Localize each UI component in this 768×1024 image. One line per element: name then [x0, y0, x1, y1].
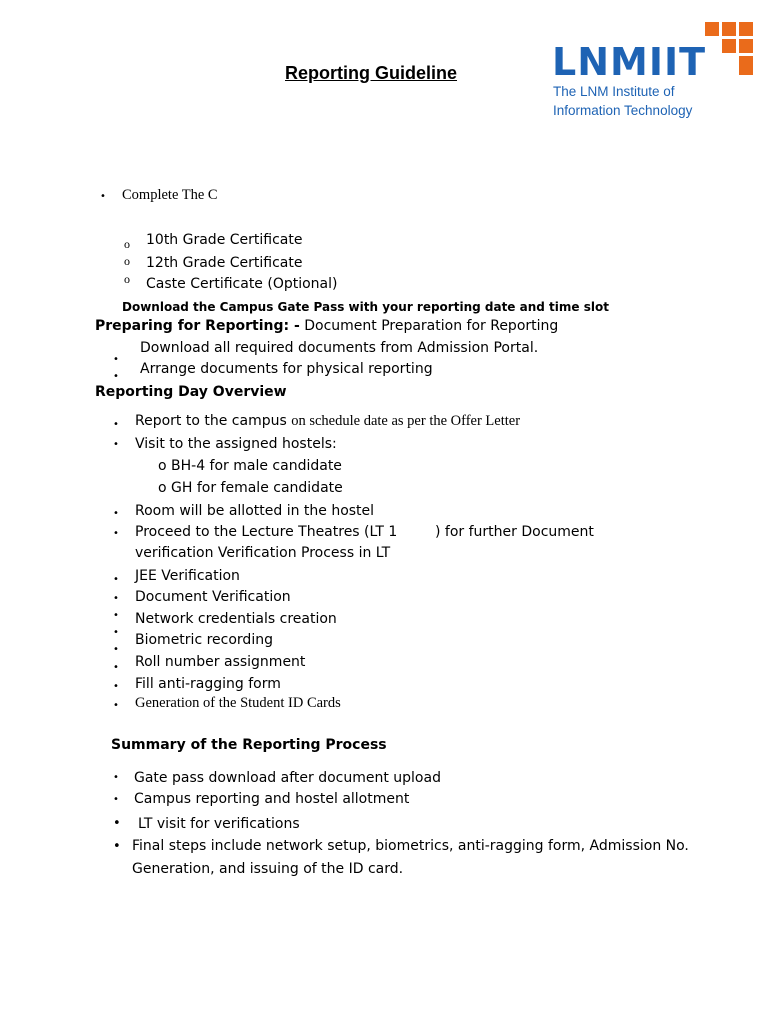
page-title: Reporting Guideline [285, 63, 458, 83]
lt-text-b: ) for further Document [435, 524, 594, 540]
circle-bullet-icon: o [124, 237, 130, 251]
list-item: Generation of the Student ID Cards [135, 695, 341, 711]
hostel-item: o GH for female candidate [158, 480, 343, 496]
gate-pass-note: Download the Campus Gate Pass with your reporting date and time slot [122, 300, 609, 314]
preparing-heading-line [95, 317, 558, 335]
logo-subtitle-line1: The LNM Institute of [553, 84, 675, 99]
bullet-icon: • [113, 681, 119, 692]
final-steps-line1: Final steps include network setup, biometrics, anti-ragging form, Admission No. [132, 838, 689, 854]
bullet-icon: • [113, 662, 119, 673]
list-item: Download all required documents from Admission Portal. [140, 340, 539, 356]
lt-text-a: Proceed to the Lecture Theatres (LT 1 [135, 524, 398, 540]
logo-square [722, 22, 736, 36]
logo-square [705, 22, 719, 36]
summary-heading: Summary of the Reporting Process [111, 737, 387, 753]
final-steps-line2: Generation, and issuing of the ID card. [132, 861, 404, 877]
preparing-heading: Preparing for Reporting: - [95, 318, 300, 334]
intro-item: Complete The C [122, 187, 218, 203]
list-item: Arrange documents for physical reporting [140, 361, 433, 377]
preparing-subheading: Document Preparation for Reporting [304, 318, 559, 334]
lnmiit-logo [552, 20, 762, 125]
bullet-icon: • [113, 419, 119, 430]
bullet-icon: • [113, 627, 119, 638]
circle-bullet-icon: o [124, 254, 130, 268]
bullet-icon: • [100, 191, 106, 202]
list-item: 10th Grade Certificate [146, 232, 303, 248]
bullet-icon: • [113, 794, 119, 805]
bullet-icon: • [113, 816, 121, 831]
list-item: Network credentials creation [135, 611, 337, 627]
bullet-icon: • [113, 371, 119, 382]
list-item: 12th Grade Certificate [146, 255, 303, 271]
logo-wordmark: LNMIIT [552, 40, 707, 84]
bullet-icon: • [113, 644, 119, 655]
hostel-item: o BH-4 for male candidate [158, 458, 342, 474]
bullet-icon: • [113, 839, 121, 854]
bullet-icon: • [113, 610, 119, 621]
list-item: Roll number assignment [135, 654, 306, 670]
list-item: Visit to the assigned hostels: [135, 436, 337, 452]
bullet-icon: • [113, 528, 119, 539]
list-item: LT visit for verifications [138, 816, 300, 832]
list-item: Document Verification [135, 589, 291, 605]
list-item: JEE Verification [135, 568, 240, 584]
bullet-icon: • [113, 439, 119, 450]
overview-heading: Reporting Day Overview [95, 384, 287, 400]
list-item: Campus reporting and hostel allotment [134, 791, 410, 807]
bullet-icon: • [113, 508, 119, 519]
list-item: Biometric recording [135, 632, 273, 648]
bullet-icon: • [113, 574, 119, 585]
logo-square [739, 39, 753, 53]
bullet-icon: • [113, 700, 119, 711]
report-text: Report to the campus [135, 413, 287, 429]
list-item: Fill anti-ragging form [135, 676, 281, 692]
bullet-icon: • [113, 772, 119, 783]
lt-text-line2: verification Verification Process in LT [135, 545, 391, 561]
list-item: Gate pass download after document upload [134, 770, 441, 786]
logo-square [739, 61, 753, 75]
list-item [135, 412, 520, 430]
logo-square [722, 39, 736, 53]
report-text-serif: on schedule date as per the Offer Letter [291, 413, 521, 429]
logo-square [739, 22, 753, 36]
list-item: Caste Certificate (Optional) [146, 276, 338, 292]
circle-bullet-icon: o [124, 272, 130, 286]
bullet-icon: • [113, 354, 119, 365]
logo-subtitle-line2: Information Technology [553, 103, 693, 118]
list-item: Room will be allotted in the hostel [135, 503, 375, 519]
bullet-icon: • [113, 593, 119, 604]
